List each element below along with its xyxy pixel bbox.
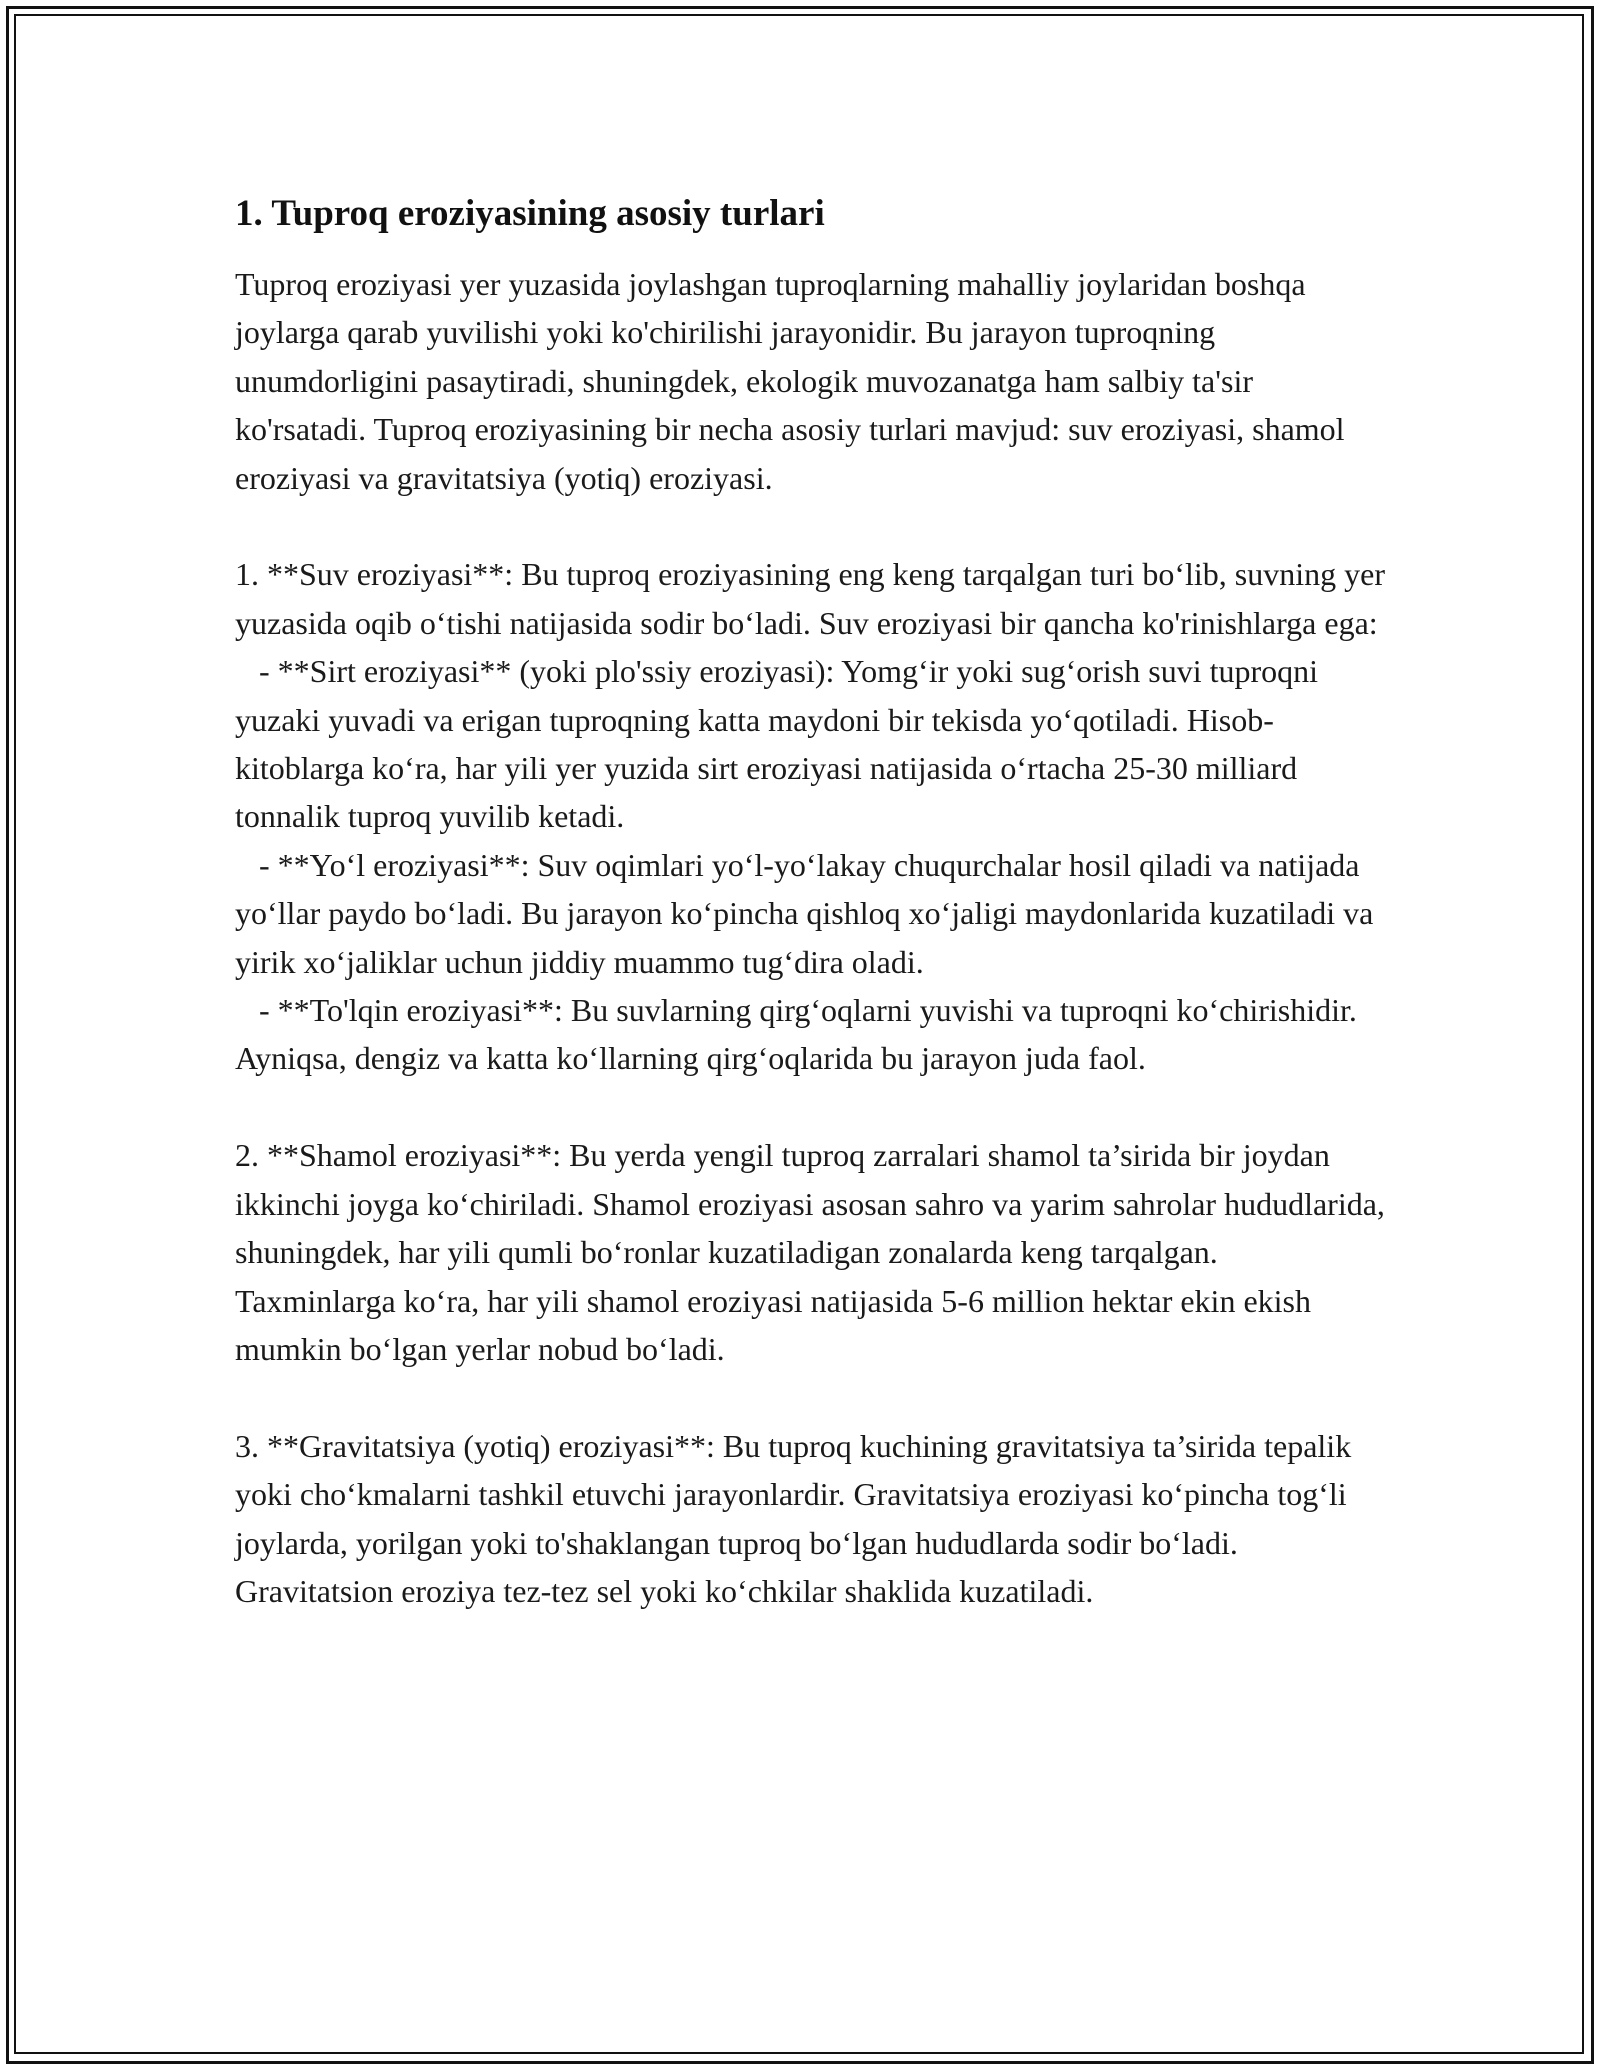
gravity-erosion-paragraph: 3. **Gravitatsiya (yotiq) eroziyasi**: Bu tuproq kuchining gravitatsiya ta’sirida tepalik yoki cho‘kmalarni tashkil etuvchi jarayonlardir. Gravitatsiya eroziyasi ko‘pincha tog‘li joylarda, yorilgan yoki to'shaklangan tuproq bo‘lgan hududlarda sodir bo‘ladi. Gravitatsion eroziya tez-tez sel yoki ko‘chkilar shaklida kuzatiladi. xyxy=(235,1427,1360,1609)
paragraph-spacer xyxy=(235,1083,1385,1131)
paragraph-spacer xyxy=(235,1373,1385,1421)
document-title: 1. Tuproq eroziyasining asosiy turlari xyxy=(235,193,825,234)
water-erosion-paragraph: 1. **Suv eroziyasi**: Bu tuproq eroziyasining eng keng tarqalgan turi bo‘lib, suvning yer yuzasida oqib o‘tishi natijasida sodir bo‘ladi. Suv eroziyasi bir qancha ko'rinishlarga ega: - **Sirt eroziyasi** (yoki plo'ssiy eroziyasi): Yomg‘ir yoki sug‘orish suvi tuproqni yuzaki yuvadi va erigan tuproqning katta maydoni bir tekisda yo‘qotiladi. Hisob-kitoblarga ko‘ra, har yili yer yuzida sirt eroziyasi natijasida o‘rtacha 25-30 milliard tonnalik tuproq yuvilib ketadi. - **Yo‘l eroziyasi**: Suv oqimlari yo‘l-yo‘lakay chuqurchalar hosil qiladi va natijada yo‘llar paydo bo‘ladi. Bu jarayon ko‘pincha qishloq xo‘jaligi maydonlarida kuzatiladi va yirik xo‘jaliklar uchun jiddiy muammo tug‘dira oladi. - **To'lqin eroziyasi**: Bu suvlarning qirg‘oqlarni yuvishi va tuproqni ko‘chirishidir. Ayniqsa, dengiz va katta ko‘llarning qirg‘oqlarida bu jarayon juda faol. xyxy=(235,556,1385,1077)
wind-erosion-paragraph: 2. **Shamol eroziyasi**: Bu yerda yengil tuproq zarralari shamol ta’sirida bir joydan ikkinchi joyga ko‘chiriladi. Shamol eroziyasi asosan sahro va yarim sahrolar hududlarida, shuningdek, har yili qumli bo‘ronlar kuzatiladigan zonalarda keng tarqalgan. Taxminlarga ko‘ra, har yili shamol eroziyasi natijasida 5-6 million hektar ekin ekish mumkin bo‘lgan yerlar nobud bo‘ladi. xyxy=(235,1137,1393,1367)
intro-paragraph: Tuproq eroziyasi yer yuzasida joylashgan tuproqlarning mahalliy joylaridan boshqa joylarga qarab yuvilishi yoki ko'chirilishi jarayonidir. Bu jarayon tuproqning unumdorligini pasaytiradi, shuningdek, ekologik muvozanatga ham salbiy ta'sir ko'rsatadi. Tuproq eroziyasining bir necha asosiy turlari mavjud: suv eroziyasi, shamol eroziyasi va gravitatsiya (yotiq) eroziyasi. xyxy=(235,266,1353,496)
document-body xyxy=(235,190,1393,1615)
paragraph-spacer xyxy=(235,502,1385,550)
